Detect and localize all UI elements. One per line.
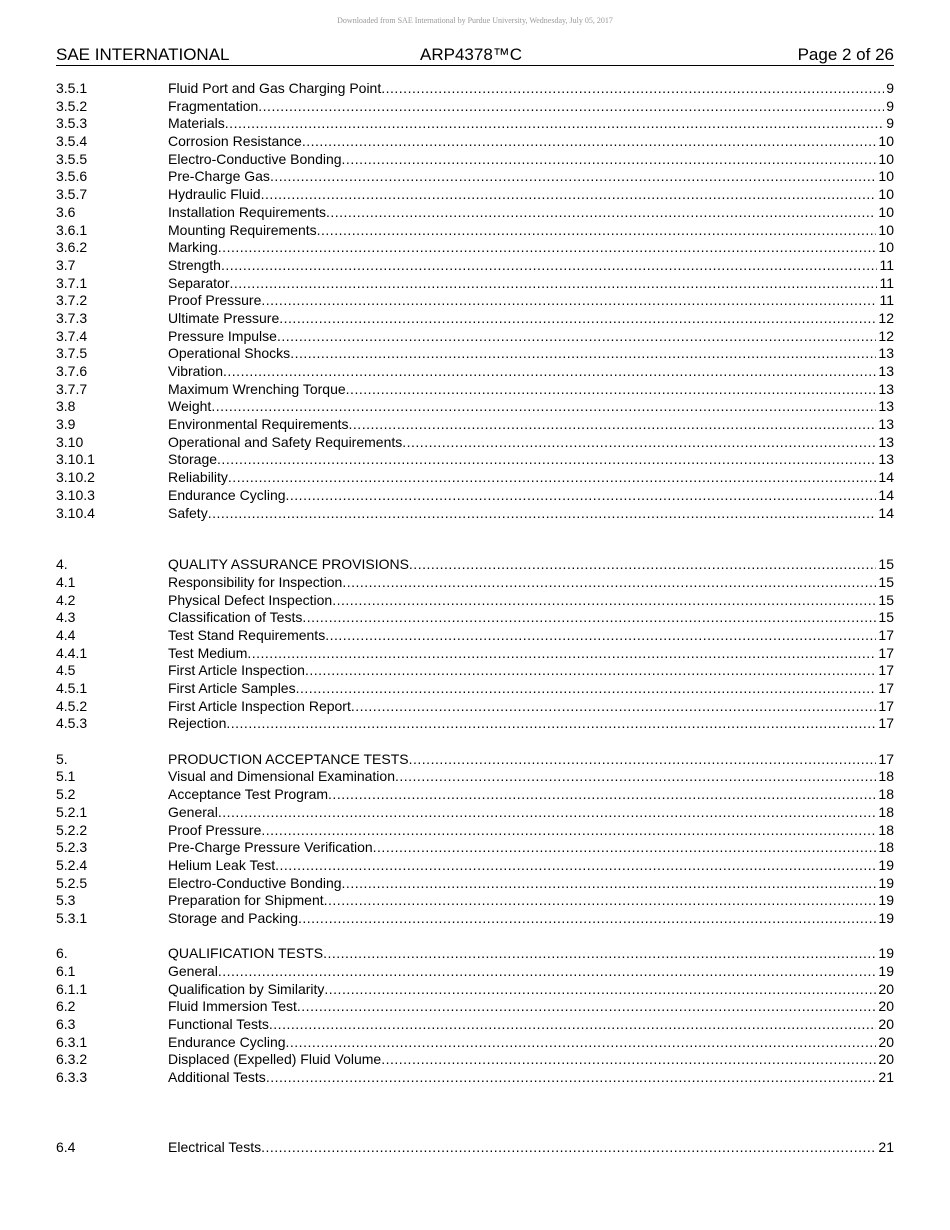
toc-entry[interactable] xyxy=(56,1034,894,1052)
toc-dot-leader xyxy=(349,416,877,434)
header-document-number: ARP4378™C xyxy=(420,45,523,64)
toc-section-number: 6. xyxy=(56,945,68,962)
toc-page-number: 18 xyxy=(878,821,894,838)
toc-dot-leader xyxy=(217,451,876,469)
toc-page-number: 13 xyxy=(878,433,894,450)
toc-section-number: 3.7.7 xyxy=(56,380,88,397)
toc-section-title: Electro-Conductive Bonding xyxy=(168,150,342,167)
toc-entry[interactable] xyxy=(56,963,894,981)
toc-section-number: 3.6.2 xyxy=(56,239,88,256)
toc-page-number: 21 xyxy=(878,1069,894,1086)
toc-page-number: 9 xyxy=(886,97,894,114)
toc-section-title: Classification of Tests xyxy=(168,609,303,626)
toc-section-number: 3.5.3 xyxy=(56,115,88,132)
toc-section-number: 3.8 xyxy=(56,398,76,415)
toc-dot-leader xyxy=(247,645,876,663)
toc-dot-leader xyxy=(324,981,876,999)
toc-page-number: 13 xyxy=(878,398,894,415)
toc-entry[interactable] xyxy=(56,80,894,98)
toc-page-number: 18 xyxy=(878,768,894,785)
toc-page-number: 17 xyxy=(878,626,894,643)
toc-entry[interactable] xyxy=(56,910,894,928)
toc-section-title: Materials xyxy=(168,115,225,132)
toc-section-title: Proof Pressure xyxy=(168,821,262,838)
toc-page-number: 20 xyxy=(878,998,894,1015)
toc-section-title: PRODUCTION ACCEPTANCE TESTS xyxy=(168,750,409,767)
toc-entry[interactable] xyxy=(56,698,894,716)
toc-section-title: Preparation for Shipment xyxy=(168,892,324,909)
toc-section-title: Pre-Charge Gas xyxy=(168,168,270,185)
toc-section-number: 5. xyxy=(56,750,68,767)
toc-entry[interactable] xyxy=(56,381,894,399)
toc-entry[interactable] xyxy=(56,204,894,222)
toc-section-number: 4.1 xyxy=(56,573,76,590)
toc-dot-leader xyxy=(223,363,876,381)
toc-section-number: 3.5.5 xyxy=(56,150,88,167)
toc-entry[interactable] xyxy=(56,998,894,1016)
toc-section-title: Electrical Tests xyxy=(168,1138,262,1155)
page-header xyxy=(56,43,894,66)
toc-page-number: 19 xyxy=(878,892,894,909)
toc-section-number: 5.2.2 xyxy=(56,821,88,838)
toc-section-number: 3.10.4 xyxy=(56,504,95,521)
toc-dot-leader xyxy=(275,857,876,875)
toc-dot-leader xyxy=(258,98,884,116)
toc-entry[interactable] xyxy=(56,662,894,680)
toc-section-number: 4.5.1 xyxy=(56,680,88,696)
toc-page-number: 11 xyxy=(879,256,894,273)
toc-page-number: 21 xyxy=(878,1138,894,1155)
toc-entry[interactable] xyxy=(56,857,894,875)
toc-dot-leader xyxy=(226,715,876,733)
toc-section-number: 4.5.2 xyxy=(56,697,88,714)
toc-section-number: 3.5.7 xyxy=(56,186,88,203)
toc-page-number: 10 xyxy=(878,150,894,167)
toc-entry[interactable] xyxy=(56,839,894,857)
toc-dot-leader xyxy=(296,680,877,698)
toc-dot-leader xyxy=(218,239,877,257)
toc-page-number: 9 xyxy=(886,80,894,96)
toc-dot-leader xyxy=(269,1016,877,1034)
toc-section-number: 3.9 xyxy=(56,416,76,433)
toc-page-number: 15 xyxy=(878,609,894,626)
toc-page-number: 17 xyxy=(878,680,894,696)
toc-entry[interactable] xyxy=(56,556,894,574)
toc-section-number: 4. xyxy=(56,556,68,573)
toc-section-number: 6.1.1 xyxy=(56,980,88,997)
toc-section-title: Environmental Requirements xyxy=(168,416,349,433)
toc-section-number: 3.7.4 xyxy=(56,327,88,344)
toc-entry[interactable] xyxy=(56,1139,894,1157)
toc-dot-leader xyxy=(328,786,876,804)
toc-entry[interactable] xyxy=(56,645,894,663)
toc-page-number: 13 xyxy=(878,451,894,468)
toc-section-number: 5.2.1 xyxy=(56,803,88,820)
toc-page-number: 10 xyxy=(878,203,894,220)
toc-dot-leader xyxy=(221,257,878,275)
toc-section-title: Installation Requirements xyxy=(168,203,326,220)
toc-dot-leader xyxy=(342,875,877,893)
toc-section-number: 3.5.6 xyxy=(56,168,88,185)
toc-section-title: Storage and Packing xyxy=(168,909,298,926)
toc-section-title: General xyxy=(168,963,218,979)
toc-dot-leader xyxy=(342,151,877,169)
toc-section-title: Marking xyxy=(168,239,218,256)
toc-page-number: 18 xyxy=(878,803,894,820)
toc-block xyxy=(56,1139,894,1157)
toc-section-title: Functional Tests xyxy=(168,1016,269,1033)
toc-entry[interactable] xyxy=(56,945,894,963)
toc-entry[interactable] xyxy=(56,151,894,169)
toc-dot-leader xyxy=(225,115,884,133)
toc-entry[interactable] xyxy=(56,363,894,381)
toc-section-title: Proof Pressure xyxy=(168,292,262,309)
toc-entry[interactable] xyxy=(56,875,894,893)
toc-section-title: Operational and Safety Requirements xyxy=(168,433,403,450)
toc-page-number: 9 xyxy=(886,115,894,132)
toc-section-number: 4.3 xyxy=(56,609,76,626)
toc-section-number: 3.10.3 xyxy=(56,486,95,503)
toc-section-title: General xyxy=(168,803,218,820)
toc-dot-leader xyxy=(342,574,876,592)
toc-section-title: Responsibility for Inspection xyxy=(168,573,343,590)
toc-section-number: 6.3.3 xyxy=(56,1069,88,1086)
toc-page-number: 10 xyxy=(878,168,894,185)
toc-dot-leader xyxy=(326,204,876,222)
toc-dot-leader xyxy=(302,609,876,627)
toc-page-number: 20 xyxy=(878,1016,894,1033)
download-watermark: Downloaded from SAE International by Purdue University, Wednesday, July 05, 2017 xyxy=(337,16,613,25)
toc-entry[interactable] xyxy=(56,592,894,610)
toc-section-title: Hydraulic Fluid xyxy=(168,186,261,203)
toc-page-number: 15 xyxy=(878,573,894,590)
toc-section-title: Fragmentation xyxy=(168,97,259,114)
toc-page-number: 19 xyxy=(878,909,894,926)
toc-dot-leader xyxy=(261,1139,876,1157)
toc-entry[interactable] xyxy=(56,609,894,627)
toc-entry[interactable] xyxy=(56,892,894,910)
toc-dot-leader xyxy=(218,804,877,822)
toc-section-number: 3.7.3 xyxy=(56,309,88,326)
toc-page-number: 19 xyxy=(878,874,894,891)
toc-dot-leader xyxy=(351,698,877,716)
toc-entry[interactable] xyxy=(56,469,894,487)
toc-entry[interactable] xyxy=(56,1016,894,1034)
toc-section-title: QUALIFICATION TESTS xyxy=(168,945,324,962)
toc-section-title: Mounting Requirements xyxy=(168,221,317,238)
toc-dot-leader xyxy=(211,398,876,416)
toc-page-number: 15 xyxy=(878,591,894,608)
toc-entry[interactable] xyxy=(56,257,894,275)
toc-section-title: Corrosion Resistance xyxy=(168,133,302,150)
toc-section-title: Acceptance Test Program xyxy=(168,786,329,803)
toc-entry[interactable] xyxy=(56,186,894,204)
toc-entry[interactable] xyxy=(56,275,894,293)
toc-section-number: 3.5.4 xyxy=(56,133,88,150)
toc-entry[interactable] xyxy=(56,804,894,822)
toc-dot-leader xyxy=(409,556,877,574)
toc-section-title: Pre-Charge Pressure Verification xyxy=(168,839,373,856)
toc-dot-leader xyxy=(290,345,876,363)
toc-section-number: 5.1 xyxy=(56,768,76,785)
toc-section-number: 4.2 xyxy=(56,591,76,608)
toc-section-number: 3.7.2 xyxy=(56,292,88,309)
toc-block xyxy=(56,556,894,733)
toc-entry[interactable] xyxy=(56,168,894,186)
toc-section-number: 6.3.2 xyxy=(56,1051,88,1068)
toc-entry[interactable] xyxy=(56,1051,894,1069)
toc-entry[interactable] xyxy=(56,310,894,328)
toc-section-number: 5.2.5 xyxy=(56,874,88,891)
toc-section-title: Safety xyxy=(168,504,208,521)
toc-section-number: 5.2.4 xyxy=(56,856,88,873)
toc-entry[interactable] xyxy=(56,451,894,469)
toc-page-number: 12 xyxy=(878,327,894,344)
toc-section-title: Reliability xyxy=(168,469,228,486)
toc-dot-leader xyxy=(218,963,877,981)
toc-dot-leader xyxy=(228,469,877,487)
toc-section-title: Ultimate Pressure xyxy=(168,309,280,326)
toc-page-number: 15 xyxy=(878,556,894,573)
toc-page-number: 13 xyxy=(878,345,894,362)
toc-entry[interactable] xyxy=(56,487,894,505)
toc-section-number: 3.10.1 xyxy=(56,451,95,468)
toc-dot-leader xyxy=(381,1051,876,1069)
toc-entry[interactable] xyxy=(56,98,894,116)
toc-dot-leader xyxy=(229,275,877,293)
toc-dot-leader xyxy=(277,328,876,346)
toc-dot-leader xyxy=(261,292,877,310)
toc-block xyxy=(56,80,894,522)
toc-dot-leader xyxy=(266,1069,877,1087)
toc-section-number: 3.7.1 xyxy=(56,274,88,291)
toc-dot-leader xyxy=(324,892,877,910)
toc-section-number: 3.6.1 xyxy=(56,221,88,238)
toc-entry[interactable] xyxy=(56,505,894,523)
toc-dot-leader xyxy=(286,1034,877,1052)
toc-block xyxy=(56,751,894,928)
toc-section-number: 3.5.1 xyxy=(56,80,88,96)
toc-section-title: Endurance Cycling xyxy=(168,1033,286,1050)
toc-section-number: 3.7.5 xyxy=(56,345,88,362)
toc-section-title: Endurance Cycling xyxy=(168,486,286,503)
toc-page-number: 13 xyxy=(878,380,894,397)
toc-page-number: 10 xyxy=(878,186,894,203)
toc-section-number: 3.10 xyxy=(56,433,84,450)
toc-dot-leader xyxy=(279,310,876,328)
toc-page-number: 14 xyxy=(878,504,894,521)
toc-section-title: Storage xyxy=(168,451,218,468)
toc-entry[interactable] xyxy=(56,627,894,645)
toc-section-title: Vibration xyxy=(168,363,224,379)
toc-section-title: Physical Defect Inspection xyxy=(168,591,333,608)
toc-section-title: Helium Leak Test xyxy=(168,856,276,873)
toc-entry[interactable] xyxy=(56,981,894,999)
toc-section-title: Fluid Immersion Test xyxy=(168,998,297,1015)
toc-section-title: Test Stand Requirements xyxy=(168,626,326,643)
toc-section-number: 6.4 xyxy=(56,1138,76,1155)
toc-page-number: 11 xyxy=(879,292,894,309)
toc-section-number: 5.2 xyxy=(56,786,76,803)
toc-section-title: QUALITY ASSURANCE PROVISIONS xyxy=(168,556,409,573)
toc-page-number: 20 xyxy=(878,1051,894,1068)
toc-entry[interactable] xyxy=(56,822,894,840)
toc-entry[interactable] xyxy=(56,239,894,257)
toc-section-title: Operational Shocks xyxy=(168,345,291,362)
toc-page-number: 20 xyxy=(878,1033,894,1050)
toc-dot-leader xyxy=(409,751,877,769)
toc-entry[interactable] xyxy=(56,416,894,434)
toc-section-title: Maximum Wrenching Torque xyxy=(168,380,346,397)
toc-section-title: First Article Inspection Report xyxy=(168,697,351,714)
toc-entry[interactable] xyxy=(56,751,894,769)
toc-section-number: 5.3.1 xyxy=(56,909,88,926)
toc-section-number: 3.6 xyxy=(56,203,76,220)
toc-entry[interactable] xyxy=(56,115,894,133)
toc-page-number: 12 xyxy=(878,309,894,326)
toc-page-number: 17 xyxy=(878,750,894,767)
toc-section-number: 5.3 xyxy=(56,892,76,909)
toc-page-number: 18 xyxy=(878,839,894,856)
toc-page-number: 19 xyxy=(878,963,894,979)
toc-entry[interactable] xyxy=(56,434,894,452)
toc-entry[interactable] xyxy=(56,345,894,363)
toc-page-number: 10 xyxy=(878,221,894,238)
toc-section-title: Separator xyxy=(168,274,230,291)
toc-entry[interactable] xyxy=(56,715,894,733)
toc-dot-leader xyxy=(346,381,877,399)
toc-entry[interactable] xyxy=(56,222,894,240)
toc-dot-leader xyxy=(305,662,876,680)
toc-section-title: Test Medium xyxy=(168,644,248,661)
toc-entry[interactable] xyxy=(56,398,894,416)
toc-section-number: 4.5 xyxy=(56,662,76,679)
toc-section-number: 6.1 xyxy=(56,963,76,979)
toc-page-number: 17 xyxy=(878,697,894,714)
toc-dot-leader xyxy=(297,998,877,1016)
toc-section-number: 6.3.1 xyxy=(56,1033,88,1050)
toc-section-title: Weight xyxy=(168,398,212,415)
toc-page-number: 10 xyxy=(878,133,894,150)
toc-page-number: 14 xyxy=(878,486,894,503)
toc-page-number: 14 xyxy=(878,469,894,486)
toc-page-number: 17 xyxy=(878,715,894,732)
toc-section-number: 4.4 xyxy=(56,626,76,643)
toc-section-number: 5.2.3 xyxy=(56,839,88,856)
toc-section-number: 6.3 xyxy=(56,1016,76,1033)
toc-section-number: 3.10.2 xyxy=(56,469,95,486)
toc-entry[interactable] xyxy=(56,768,894,786)
toc-dot-leader xyxy=(270,168,876,186)
toc-dot-leader xyxy=(286,487,877,505)
toc-section-title: Electro-Conductive Bonding xyxy=(168,874,342,891)
toc-dot-leader xyxy=(381,80,884,98)
toc-entry[interactable] xyxy=(56,786,894,804)
toc-entry[interactable] xyxy=(56,1069,894,1087)
toc-dot-leader xyxy=(402,434,876,452)
toc-dot-leader xyxy=(317,222,877,240)
toc-entry[interactable] xyxy=(56,328,894,346)
toc-dot-leader xyxy=(373,839,877,857)
toc-entry[interactable] xyxy=(56,680,894,698)
toc-section-title: First Article Inspection xyxy=(168,662,305,679)
toc-page-number: 20 xyxy=(878,980,894,997)
toc-section-title: Additional Tests xyxy=(168,1069,266,1086)
toc-dot-leader xyxy=(323,945,876,963)
toc-page-number: 13 xyxy=(878,363,894,379)
toc-section-title: First Article Samples xyxy=(168,680,296,696)
toc-section-number: 3.7 xyxy=(56,256,76,273)
toc-section-number: 3.5.2 xyxy=(56,97,88,114)
toc-page-number: 17 xyxy=(878,662,894,679)
toc-page-number: 11 xyxy=(879,274,894,291)
toc-dot-leader xyxy=(332,592,876,610)
toc-dot-leader xyxy=(302,133,877,151)
table-of-contents xyxy=(56,80,894,1157)
toc-section-title: Fluid Port and Gas Charging Point xyxy=(168,80,382,96)
toc-section-title: Qualification by Similarity xyxy=(168,980,325,997)
toc-entry[interactable] xyxy=(56,574,894,592)
toc-section-number: 3.7.6 xyxy=(56,363,88,379)
toc-entry[interactable] xyxy=(56,133,894,151)
toc-section-number: 4.4.1 xyxy=(56,644,88,661)
toc-section-title: Strength xyxy=(168,256,221,273)
toc-page-number: 19 xyxy=(878,856,894,873)
toc-page-number: 10 xyxy=(878,239,894,256)
toc-dot-leader xyxy=(298,910,876,928)
toc-page-number: 18 xyxy=(878,786,894,803)
toc-dot-leader xyxy=(208,505,877,523)
toc-section-title: Rejection xyxy=(168,715,227,732)
toc-page-number: 17 xyxy=(878,644,894,661)
header-organization: SAE INTERNATIONAL xyxy=(56,45,230,64)
toc-section-title: Visual and Dimensional Examination xyxy=(168,768,395,785)
toc-section-title: Displaced (Expelled) Fluid Volume xyxy=(168,1051,382,1068)
toc-section-title: Pressure Impulse xyxy=(168,327,277,344)
toc-dot-leader xyxy=(395,768,876,786)
toc-section-number: 4.5.3 xyxy=(56,715,88,732)
toc-block xyxy=(56,945,894,1087)
toc-entry[interactable] xyxy=(56,292,894,310)
toc-dot-leader xyxy=(261,822,876,840)
toc-dot-leader xyxy=(261,186,877,204)
toc-dot-leader xyxy=(325,627,876,645)
toc-page-number: 13 xyxy=(878,416,894,433)
toc-section-number: 6.2 xyxy=(56,998,76,1015)
header-page-number: Page 2 of 26 xyxy=(797,45,894,64)
toc-page-number: 19 xyxy=(878,945,894,962)
